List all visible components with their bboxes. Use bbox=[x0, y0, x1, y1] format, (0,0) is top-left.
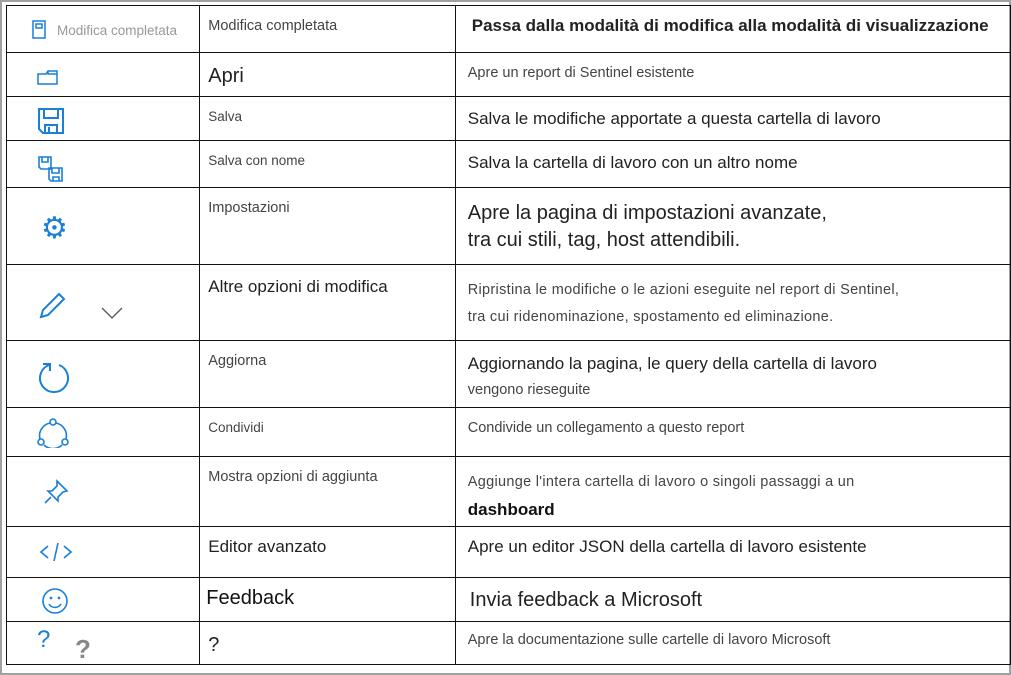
help-icon: ? bbox=[37, 626, 51, 653]
table-row bbox=[7, 578, 1011, 622]
command-name: Altre opzioni di modifica bbox=[200, 265, 456, 341]
command-name: Modifica completata bbox=[200, 6, 456, 53]
command-description: Aggiunge l'intera cartella di lavoro o singoli passaggi a un bbox=[467, 474, 855, 490]
command-description: Apre la documentazione sulle cartelle di lavoro Microsoft bbox=[455, 622, 1010, 665]
pin-icon bbox=[43, 479, 69, 509]
notebook-icon bbox=[31, 20, 47, 44]
table-row bbox=[7, 341, 1011, 408]
pencil-icon bbox=[37, 289, 69, 325]
command-name: Impostazioni bbox=[200, 188, 456, 265]
chevron-down-icon[interactable] bbox=[101, 301, 123, 323]
command-description: Apre un editor JSON della cartella di lavoro esistente bbox=[455, 527, 1010, 578]
code-icon bbox=[39, 541, 73, 567]
table-row bbox=[7, 457, 1011, 527]
help-icon-gray: ? bbox=[75, 634, 91, 664]
table-row bbox=[7, 6, 1011, 53]
command-name: Condividi bbox=[200, 408, 456, 457]
command-description-cont: dashboard bbox=[467, 500, 555, 519]
command-description-cont: vengono rieseguite bbox=[467, 382, 591, 398]
command-name: Mostra opzioni di aggiunta bbox=[200, 457, 456, 527]
command-name: Salva bbox=[200, 97, 456, 141]
icon-label: Modifica completata bbox=[57, 23, 178, 38]
command-description-cont: tra cui ridenominazione, spostamento ed eliminazione. bbox=[467, 309, 834, 325]
toolbar-reference-table bbox=[6, 5, 1011, 665]
table-row bbox=[7, 141, 1011, 188]
share-icon bbox=[37, 418, 69, 452]
command-description: Aggiornando la pagina, le query della cartella di lavoro bbox=[467, 354, 877, 373]
table-row bbox=[7, 188, 1011, 265]
command-description: Salva la cartella di lavoro con un altro nome bbox=[455, 141, 1010, 188]
command-name: Feedback bbox=[200, 578, 456, 622]
command-name: ? bbox=[200, 622, 456, 665]
save-as-icon bbox=[37, 155, 65, 187]
command-description: Salva le modifiche apportate a questa cartella di lavoro bbox=[455, 97, 1010, 141]
table-row bbox=[7, 53, 1011, 97]
command-description: Apre la pagina di impostazioni avanzate, bbox=[467, 202, 827, 224]
command-name: Salva con nome bbox=[200, 141, 456, 188]
folder-open-icon bbox=[37, 67, 59, 89]
table-row bbox=[7, 97, 1011, 141]
table-row bbox=[7, 527, 1011, 578]
table-row bbox=[7, 622, 1011, 665]
table-row bbox=[7, 265, 1011, 341]
smiley-icon bbox=[41, 587, 69, 619]
command-description: Passa dalla modalità di modifica alla modalità di visualizzazione bbox=[455, 6, 1010, 53]
save-icon bbox=[37, 107, 65, 139]
command-name: Apri bbox=[200, 53, 456, 97]
command-description-cont: tra cui stili, tag, host attendibili. bbox=[467, 229, 741, 251]
refresh-icon bbox=[37, 361, 71, 399]
gear-icon: ⚙ bbox=[41, 212, 68, 245]
table-row bbox=[7, 408, 1011, 457]
command-description: Apre un report di Sentinel esistente bbox=[455, 53, 1010, 97]
command-description: Condivide un collegamento a questo report bbox=[455, 408, 1010, 457]
command-name: Aggiorna bbox=[200, 341, 456, 408]
command-description: Invia feedback a Microsoft bbox=[455, 578, 1010, 622]
command-description: Ripristina le modifiche o le azioni eseguite nel report di Sentinel, bbox=[467, 282, 900, 298]
command-name: Editor avanzato bbox=[200, 527, 456, 578]
